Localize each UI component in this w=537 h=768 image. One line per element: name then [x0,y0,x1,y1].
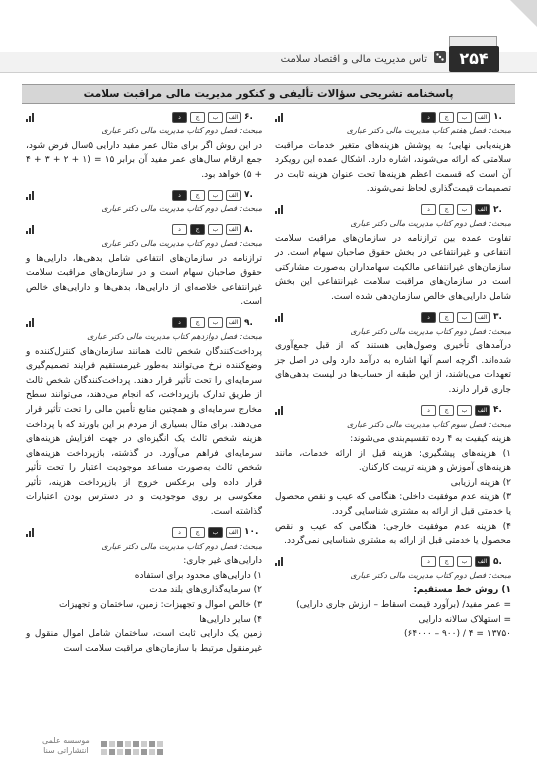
question-number: ۹. [244,317,253,328]
difficulty-bars-icon [275,557,285,566]
answer-text: پرداخت‌کنندگان شخص ثالث همانند سازمان‌های کنترل‌کننده و وضع‌کننده نرخ می‌توانند به‌طور غیرمستقیم فرایند تصمیم‌گیری سرمایه‌ای را تحت تأثیر قرار دهند. پرداخت‌کنندگان شخص ثالث از طریق تدارک بازپرداخت، که انجام می‌دهند، می‌توانند سطح مخارج سرمایه‌ای و همچنین منابع تأمین مالی را تحت تأثیر قرار می‌دهند. برای مثال بسیاری از مردم بر این باورند که با پرداخت هزینه شخص ثالث یک انگیزه‌ای در جهت افزایش هزینه‌های سرمایه‌ای فراهم می‌آورد. در گذشته، بازپرداخت هزینه‌های شخص ثالث به‌صورت مساعد موجودیت اعتبار را تحت تأثیر قرار داده ولی برعکس خروج از بازپرداخت هزینه، تأثیر معکوسی بر روی موجودیت و در دسترس بودن اعتبارات گذاشته است. [26,346,262,518]
answer-intro: هزینه کیفیت به ۴ رده تقسیم‌بندی می‌شوند: [350,434,511,445]
source-reference: مبحث: فصل دوم کتاب مدیریت مالی دکتر عباری [101,204,262,214]
difficulty-bars-icon [26,191,36,200]
answer-text: زمین یک دارایی ثابت است، ساختمان شامل اموال منقول و غیرمنقول مرتبط با سازمان‌های مراقبت سلامت است [26,629,262,654]
page-header [0,0,537,80]
source-reference: مبحث: فصل دوم کتاب مدیریت مالی دکتر عباری [101,126,262,135]
section-title: پاسخنامه تشریحی سؤالات تألیفی و کنکور مدیریت مالی مراقبت سلامت [22,84,515,104]
option-box: د [421,112,436,123]
footer-squares-decoration [100,740,170,754]
option-box: ب [208,224,223,235]
answer-header [26,188,262,202]
question-number: ۵. [493,556,502,567]
answer-header [275,404,511,418]
option-box: ج [190,527,205,538]
source-reference: مبحث: فصل دوازدهم کتاب مدیریت مالی دکتر عباری [87,331,262,341]
source-reference: مبحث: فصل دوم کتاب مدیریت مالی دکتر عباری [101,238,262,248]
page-number: ۲۵۴ [449,46,499,72]
answer-list-item: ۱) دارایی‌های محدود برای استفاده [134,570,262,581]
option-box: ب [457,112,472,123]
source-reference: مبحث: فصل دوم کتاب مدیریت مالی دکتر عباری [350,326,511,336]
option-box: ج [439,312,454,323]
answer-text: ترازنامه در سازمان‌های انتفاعی شامل بدهی‌ها، دارایی‌ها و حقوق صاحبان سهام است و در سازمان‌های مراقبت سلامت غیرانتفاعی خلاصه‌ای از دارایی‌ها، بدهی‌ها و دارایی‌های خالص است. [26,253,262,308]
book-title: تاس مدیریت مالی و اقتصاد سلامت [280,54,427,65]
answer-item [275,311,511,398]
source-reference: مبحث: فصل هفتم کتاب مدیریت مالی دکتر عباری [346,126,511,135]
answer-item [26,316,262,520]
answer-item [26,223,262,310]
difficulty-bars-icon [275,205,285,214]
answer-list-item: ۱) هزینه‌های پیشگیری: هزینه قبل از ارائه خدمات، مانند هزینه‌های آموزش و هزینه ترییت کارکنان. [275,448,511,474]
answer-header [275,311,511,325]
option-box: د [421,405,436,416]
option-box: ج [439,405,454,416]
difficulty-bars-icon [275,406,285,415]
question-number: ۱۰. [244,527,259,538]
dice-icon [433,50,447,64]
formula-line: = استهلاک سالانه دارایی [418,614,511,625]
answer-item [26,110,262,182]
option-box: الف [475,556,490,567]
answer-header [275,203,511,217]
option-box: ج [439,112,454,123]
question-number: ۲. [493,204,502,215]
answer-item [275,555,511,642]
answer-item [26,526,262,657]
option-box: د [172,527,187,538]
option-box: الف [226,190,241,201]
answer-item [26,188,262,217]
option-box: د [172,112,187,123]
answer-item [275,404,511,549]
option-box: الف [226,112,241,123]
answer-header [26,316,262,330]
difficulty-bars-icon [26,528,36,537]
answer-heading: ۱) روش خط مستقیم: [413,585,511,596]
difficulty-bars-icon [26,225,36,234]
option-box: د [172,317,187,328]
answer-list-item: ۴) هزینه عدم موفقیت خارجی: هنگامی که عیب و نقص محصول یا خدمتی قبل از ارائه به مشتری شناسایی نمی‌گردد. [275,521,511,547]
option-box: ب [208,190,223,201]
answer-header [26,223,262,237]
question-number: ۴. [493,405,502,416]
option-box: ب [208,317,223,328]
source-reference: مبحث: فصل دوم کتاب مدیریت مالی دکتر عباری [350,570,511,580]
source-reference: مبحث: فصل دوم کتاب مدیریت مالی دکتر عباری [101,541,262,551]
question-number: ۷. [244,190,253,201]
option-box: الف [475,405,490,416]
answer-header [26,110,262,124]
option-box: د [172,190,187,201]
difficulty-bars-icon [26,113,36,122]
answer-header [26,526,262,540]
answer-intro: دارایی‌های غیر جاری: [183,556,262,567]
page-footer [0,728,537,768]
option-box: د [172,224,187,235]
right-column [275,110,511,648]
option-box: ب [457,405,472,416]
option-box: ب [208,527,223,538]
publisher-logo: موسسه علمی انتشاراتی سنا [42,736,90,755]
option-box: ب [457,312,472,323]
answer-item [275,203,511,305]
option-box: الف [226,224,241,235]
answer-text: تفاوت عمده بین ترازنامه در سازمان‌های مراقبت سلامت انتفاعی و غیرانتفاعی در بخش حقوق صاحبان سهام است. در سازمان‌های غیرانتفاعی مالکیت سهامداران به‌صورت مشارکتی است در سازمان‌های مراقبت سلامت غیرانتفاعی این بخش شامل دارایی‌های خالص سازمان‌دهی شده است. [275,233,511,302]
question-number: ۸. [244,224,253,235]
option-box: ب [457,204,472,215]
option-box: ج [439,204,454,215]
option-box: ب [208,112,223,123]
question-number: ۶. [244,111,253,122]
answer-list-item: ۳) هزینه عدم موفقیت داخلی: هنگامی که عیب و نقص محصول یا خدمتی قبل از ارائه به مشتری شناسایی گردد. [275,492,511,518]
difficulty-bars-icon [275,313,285,322]
answer-item [275,110,511,197]
corner-decoration [510,0,537,28]
answer-list-item: ۲) هزینه ارزیابی [450,477,511,488]
option-box: الف [475,204,490,215]
option-box: الف [475,112,490,123]
answer-header [275,110,511,124]
difficulty-bars-icon [26,318,36,327]
answer-text: در این روش اگر برای مثال عمر مفید دارایی ۵سال فرض شود، جمع ارقام سال‌های عمر مفید آن برابر ۱۵ = (۱ + ۲ + ۳ + ۴ + ۵) خواهد بود. [26,140,263,180]
formula-line: ۱۳۷۵۰ = ۴ / (۹۰۰ – ۶۴۰۰۰) [404,629,511,640]
formula-line: = عمر مفید/ (برآورد قیمت اسقاط – ارزش جاری دارایی) [296,600,511,611]
answer-list-item: ۴) سایر دارایی‌ها [199,614,262,625]
option-box: د [421,204,436,215]
option-box: د [421,312,436,323]
option-box: ج [439,556,454,567]
option-box: ب [457,556,472,567]
source-reference: مبحث: فصل سوم کتاب مدیریت مالی دکتر عباری [347,419,511,429]
option-box: ج [190,190,205,201]
difficulty-bars-icon [275,113,285,122]
answer-text: هزینه‌یابی نهایی؛ به پوشش هزینه‌های متغیر خدمات مراقبت سلامتی که ارائه می‌شوند، اشاره دارد. اشکال عمده این رویکرد آن است که قسمت اعظم هزینه‌ها تحت عنوان هزینه ثابت در تصمیمات قیمت‌گذاری لحاظ نمی‌شوند. [275,140,511,195]
question-number: ۳. [493,312,502,323]
answer-header [275,555,511,569]
option-box: الف [475,312,490,323]
option-box: الف [226,527,241,538]
option-box: ج [190,112,205,123]
answer-text: درآمدهای تأخیری وصول‌هایی هستند که از قبل جمع‌آوری شده‌اند. اگرچه اسم آنها اشاره به درآمد دارد ولی در اصل جز تعهدات می‌باشند، از این طبقه از حساب‌ها در لیست بدهی‌های جاری قرار دارند. [275,341,511,395]
answer-list-item: ۲) سرمایه‌گذاری‌های بلند مدت [149,585,262,596]
option-box: ج [190,317,205,328]
option-box: د [421,556,436,567]
option-box: الف [226,317,241,328]
question-number: ۱. [493,111,502,122]
option-box: ج [190,224,205,235]
left-column [26,110,262,662]
source-reference: مبحث: فصل دوم کتاب مدیریت مالی دکتر عباری [350,218,511,228]
answer-list-item: ۳) خالص اموال و تجهیزات: زمین، ساختمان و تجهیزات [58,600,262,611]
